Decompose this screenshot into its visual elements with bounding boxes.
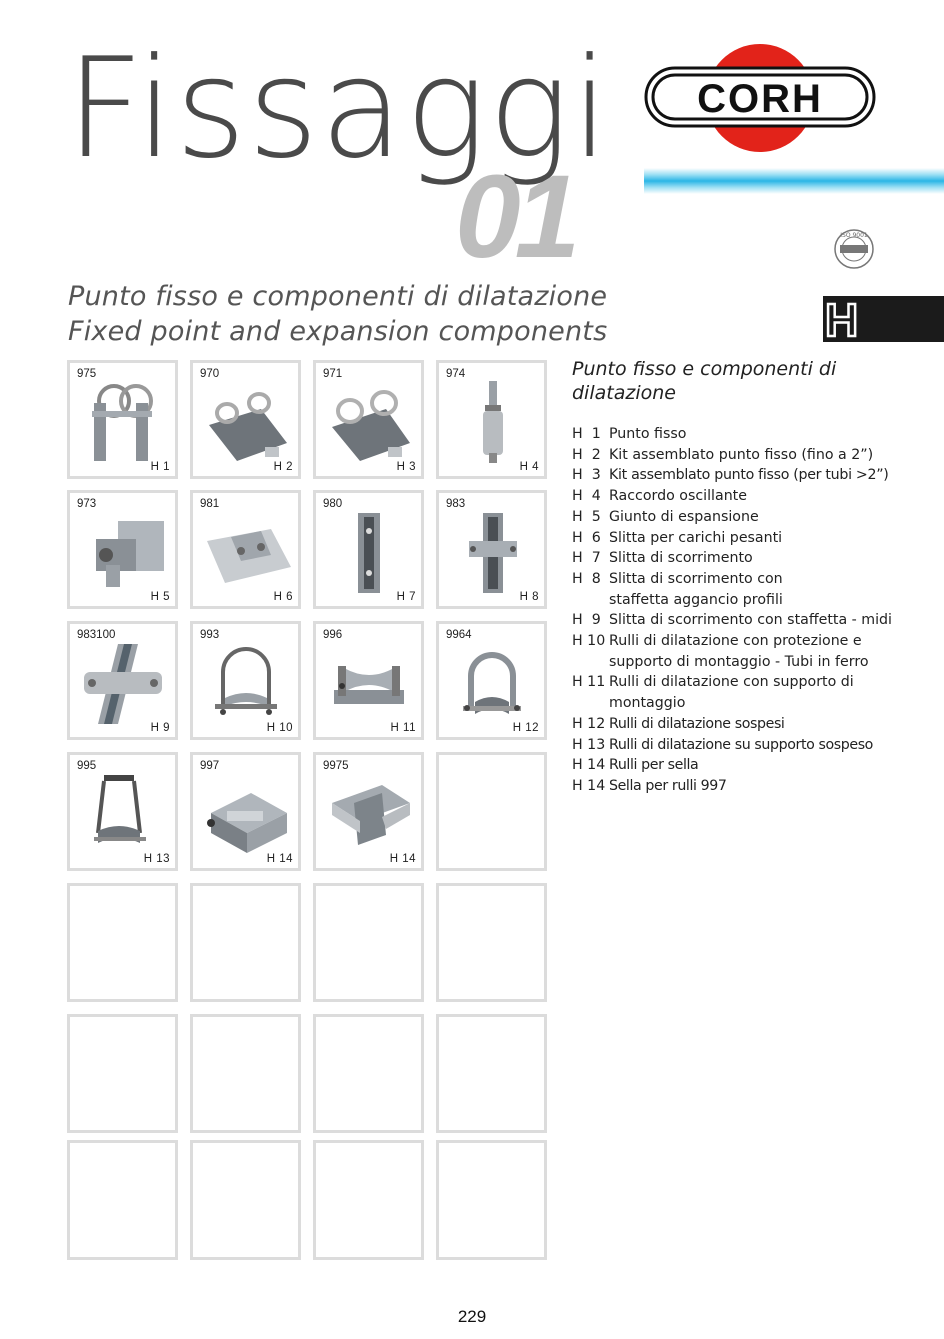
corh-logo bbox=[644, 42, 876, 154]
logo-text: CORH bbox=[697, 77, 823, 121]
empty-card bbox=[190, 1014, 301, 1133]
product-code: 974 bbox=[446, 368, 466, 380]
product-code: 9975 bbox=[323, 760, 349, 772]
item-code: H 3 bbox=[572, 467, 601, 484]
item-desc: Slitta di scorrimento con staffetta aggancio profili bbox=[609, 570, 783, 608]
list-item bbox=[572, 735, 902, 756]
item-code: H 14 bbox=[572, 777, 606, 794]
subtitle-english: Fixed point and expansion components bbox=[68, 316, 608, 347]
product-code: 9964 bbox=[446, 629, 472, 641]
sliding-guide-midi-icon bbox=[78, 642, 168, 724]
item-code: H 11 bbox=[572, 674, 606, 691]
product-code: 993 bbox=[200, 629, 220, 641]
empty-card bbox=[190, 1140, 301, 1260]
list-item bbox=[572, 672, 902, 713]
item-desc: Punto fisso bbox=[609, 426, 687, 442]
product-ref: H 6 bbox=[273, 591, 293, 603]
product-card[interactable] bbox=[313, 360, 424, 479]
saddle-icon bbox=[324, 773, 414, 855]
list-item bbox=[572, 776, 902, 797]
list-item bbox=[572, 569, 902, 610]
product-card[interactable] bbox=[67, 490, 178, 609]
product-grid bbox=[67, 360, 547, 1260]
roller-protected-icon bbox=[201, 642, 291, 724]
list-title: Punto fisso e componenti di dilatazione bbox=[572, 358, 837, 404]
product-card[interactable] bbox=[190, 752, 301, 871]
empty-card bbox=[313, 1014, 424, 1133]
product-code: 971 bbox=[323, 368, 343, 380]
item-desc: Rulli di dilatazione con supporto di montaggio bbox=[609, 674, 854, 712]
item-code: H 5 bbox=[572, 508, 601, 525]
product-ref: H 1 bbox=[150, 461, 170, 473]
product-card[interactable] bbox=[190, 360, 301, 479]
product-card[interactable] bbox=[436, 490, 547, 609]
item-desc: Rulli di dilatazione su supporto sospeso bbox=[609, 736, 873, 753]
item-desc: Kit assemblato punto fisso (per tubi >2”) bbox=[609, 467, 889, 484]
product-card[interactable] bbox=[67, 752, 178, 871]
product-card[interactable] bbox=[436, 360, 547, 479]
empty-card bbox=[67, 1140, 178, 1260]
product-card[interactable] bbox=[313, 752, 424, 871]
iso-badge-text: ISO 9001 bbox=[840, 232, 868, 239]
product-card[interactable] bbox=[190, 490, 301, 609]
item-code: H 6 bbox=[572, 529, 601, 546]
empty-card bbox=[67, 1014, 178, 1133]
product-ref: H 13 bbox=[143, 853, 170, 865]
page-title: Fissaggi bbox=[66, 28, 611, 189]
product-card[interactable] bbox=[67, 621, 178, 740]
fixed-point-kit-large-icon bbox=[324, 381, 414, 463]
product-ref: H 14 bbox=[266, 853, 293, 865]
product-code: 996 bbox=[323, 629, 343, 641]
item-desc: Kit assemblato punto fisso (fino a 2”) bbox=[609, 446, 874, 463]
roller-hanger-icon bbox=[78, 773, 168, 855]
item-code: H 14 bbox=[572, 757, 606, 774]
list-item bbox=[572, 755, 902, 776]
empty-card bbox=[313, 883, 424, 1002]
chapter-number: 01 bbox=[455, 151, 575, 283]
roller-support-icon bbox=[324, 642, 414, 724]
item-desc: Rulli di dilatazione con protezione e supporto di montaggio - Tubi in ferro bbox=[609, 633, 869, 670]
item-code: H 9 bbox=[572, 612, 601, 629]
item-desc: Raccordo oscillante bbox=[609, 488, 747, 505]
empty-card bbox=[67, 883, 178, 1002]
product-code: 983 bbox=[446, 498, 466, 510]
list-item bbox=[572, 631, 902, 672]
item-code: H 4 bbox=[572, 488, 601, 505]
product-ref: H 7 bbox=[396, 591, 416, 603]
product-code: 975 bbox=[77, 368, 97, 380]
item-code: H 12 bbox=[572, 715, 606, 732]
list-item bbox=[572, 610, 902, 631]
pipe-clamp-bracket-icon bbox=[78, 381, 168, 463]
product-code: 980 bbox=[323, 498, 343, 510]
empty-card bbox=[436, 752, 547, 871]
product-code: 995 bbox=[77, 760, 97, 772]
item-code: H 7 bbox=[572, 550, 601, 567]
section-tab bbox=[823, 296, 944, 342]
list-item bbox=[572, 445, 902, 466]
list-item bbox=[572, 486, 902, 507]
product-code: 970 bbox=[200, 368, 220, 380]
product-card[interactable] bbox=[436, 621, 547, 740]
empty-card bbox=[436, 1140, 547, 1260]
product-code: 983100 bbox=[77, 629, 116, 641]
item-code: H 2 bbox=[572, 446, 601, 463]
product-ref: H 10 bbox=[266, 722, 293, 734]
page-number: 229 bbox=[457, 1307, 487, 1326]
product-ref: H 12 bbox=[512, 722, 539, 734]
subtitle-italian: Punto fisso e componenti di dilatazione bbox=[68, 281, 608, 312]
product-ref: H 11 bbox=[390, 722, 416, 734]
swivel-joint-icon bbox=[447, 381, 537, 463]
list-item bbox=[572, 548, 902, 569]
item-desc: Rulli di dilatazione sospesi bbox=[609, 715, 785, 732]
heavy-load-slide-icon bbox=[201, 511, 291, 593]
product-list bbox=[572, 424, 902, 797]
item-code: H 1 bbox=[572, 426, 601, 442]
product-card[interactable] bbox=[67, 360, 178, 479]
item-desc: Sella per rulli 997 bbox=[609, 777, 727, 794]
product-ref: H 4 bbox=[519, 461, 539, 473]
expansion-joint-icon bbox=[78, 511, 168, 593]
product-card[interactable] bbox=[190, 621, 301, 740]
product-ref: H 9 bbox=[150, 722, 170, 734]
product-code: 997 bbox=[200, 760, 220, 772]
suspended-roller-icon bbox=[447, 642, 537, 724]
item-code: H 10 bbox=[572, 633, 606, 650]
product-ref: H 2 bbox=[273, 461, 293, 473]
product-card[interactable] bbox=[313, 621, 424, 740]
accent-stripe bbox=[644, 168, 944, 194]
iso-badge-icon bbox=[830, 227, 878, 271]
empty-card bbox=[313, 1140, 424, 1260]
product-ref: H 8 bbox=[519, 591, 539, 603]
product-ref: H 14 bbox=[389, 853, 416, 865]
item-desc: Rulli per sella bbox=[609, 757, 699, 774]
product-code: 973 bbox=[77, 498, 97, 510]
section-letter-badge bbox=[823, 296, 873, 342]
item-code: H 8 bbox=[572, 570, 601, 587]
item-desc: Slitta di scorrimento con staffetta - midi bbox=[609, 612, 893, 629]
product-card[interactable] bbox=[313, 490, 424, 609]
fixed-point-kit-icon bbox=[201, 381, 291, 463]
item-desc: Giunto di espansione bbox=[609, 508, 759, 525]
section-letter: H bbox=[825, 296, 859, 342]
product-ref: H 5 bbox=[150, 591, 170, 603]
list-item bbox=[572, 507, 902, 528]
item-desc: Slitta di scorrimento bbox=[609, 550, 753, 567]
list-item bbox=[572, 714, 902, 735]
product-code: 981 bbox=[200, 498, 220, 510]
list-item bbox=[572, 424, 902, 445]
item-code: H 13 bbox=[572, 736, 606, 753]
sliding-guide-icon bbox=[324, 511, 414, 593]
empty-card bbox=[436, 883, 547, 1002]
empty-card bbox=[436, 1014, 547, 1133]
sliding-guide-bracket-icon bbox=[447, 511, 537, 593]
item-desc: Slitta per carichi pesanti bbox=[609, 529, 783, 546]
list-item bbox=[572, 528, 902, 549]
list-item bbox=[572, 465, 902, 486]
product-ref: H 3 bbox=[396, 461, 416, 473]
empty-card bbox=[190, 883, 301, 1002]
saddle-roller-icon bbox=[201, 773, 291, 855]
